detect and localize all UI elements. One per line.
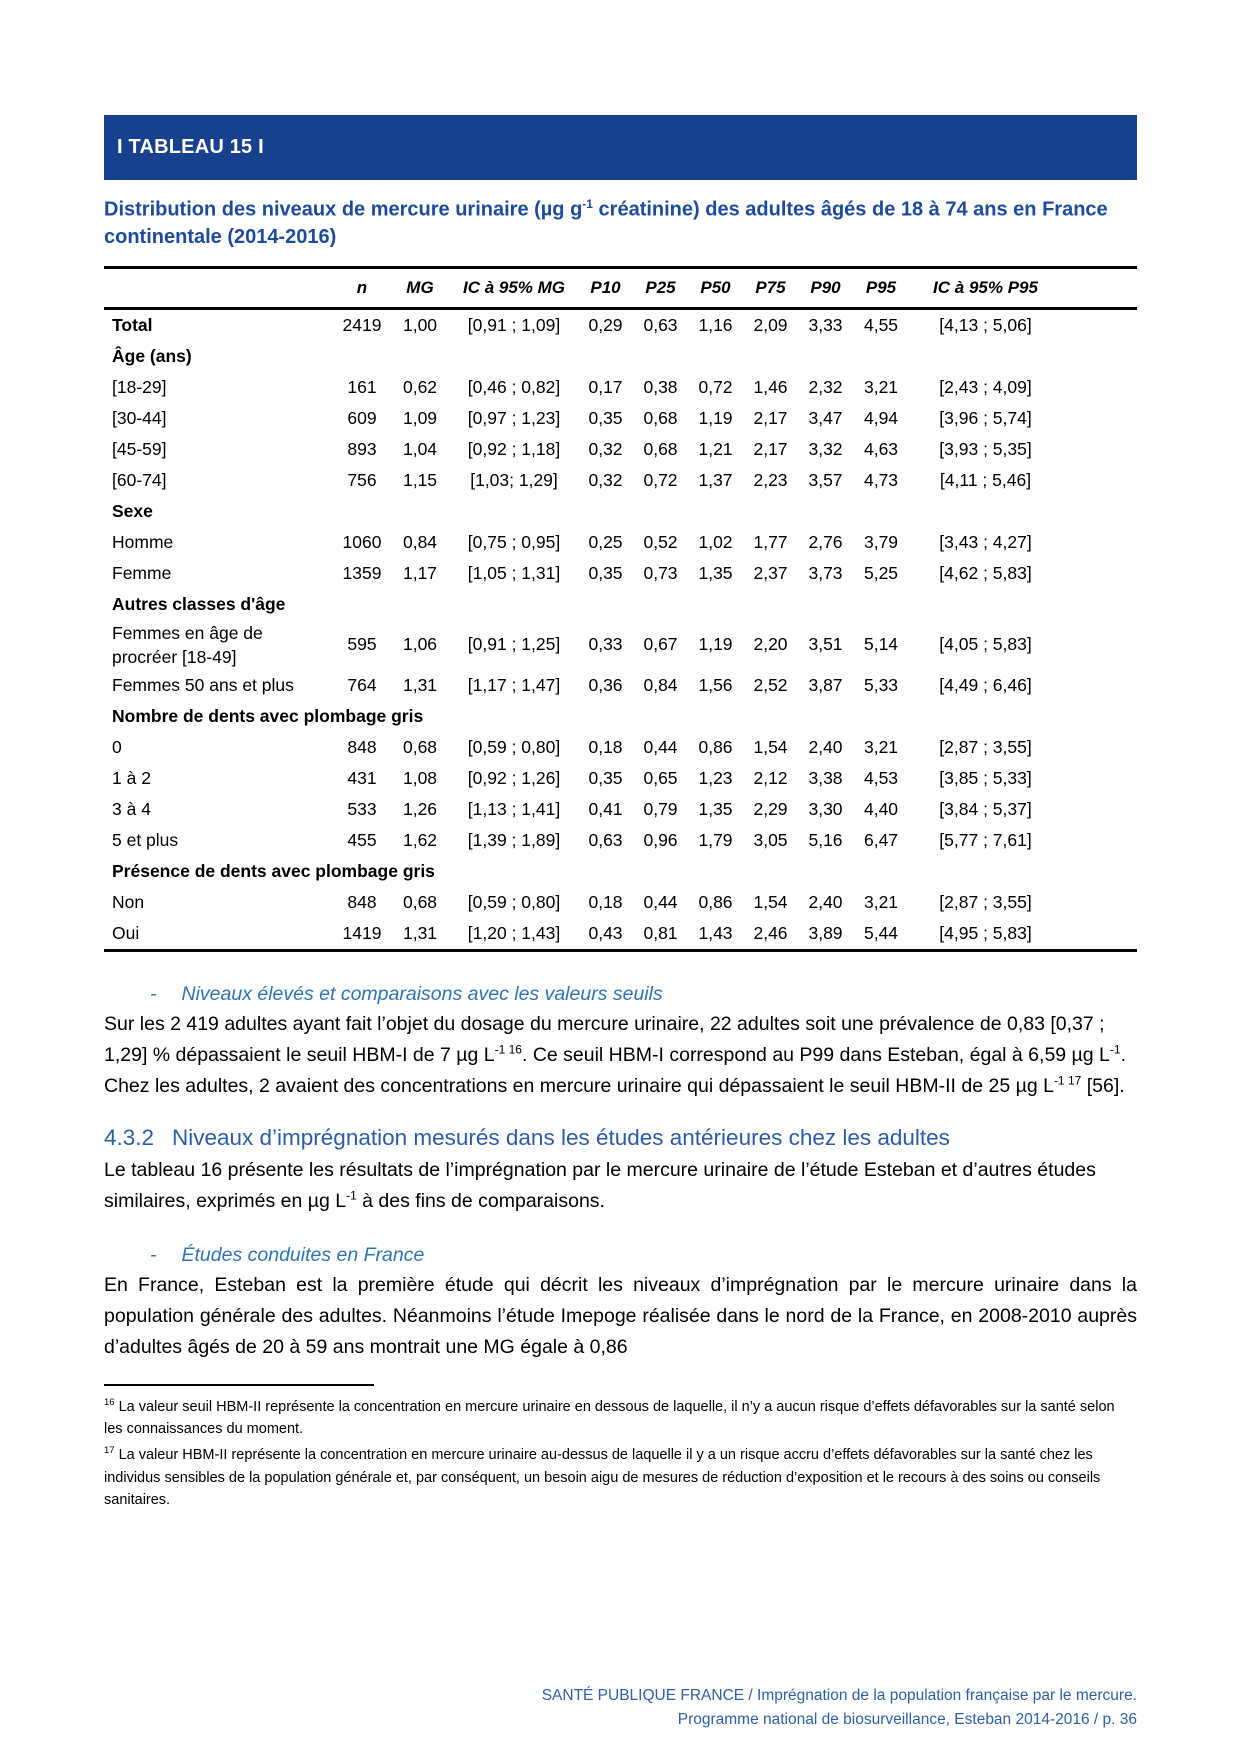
table-cell: 3,79 (863, 531, 899, 552)
table-cell: 4,73 (863, 469, 899, 490)
table-cell: 0,79 (643, 798, 678, 819)
table-cell: 0,68 (643, 438, 678, 459)
table-cell: 455 (347, 829, 377, 850)
table-cell: 0,18 (588, 891, 623, 912)
header-empty (104, 267, 334, 308)
table-cell: 756 (347, 469, 377, 490)
table-cell: [4,95 ; 5,83] (939, 922, 1032, 943)
table-cell: [3,93 ; 5,35] (939, 438, 1032, 459)
table-row-label: [18-29] (112, 376, 167, 397)
table-row-label: [45-59] (112, 438, 167, 459)
table-cell: 0,68 (402, 736, 438, 757)
table-cell: [1,20 ; 1,43] (467, 922, 561, 943)
table-cell: 533 (347, 798, 377, 819)
table-cell: [0,59 ; 0,80] (467, 736, 561, 757)
table-cell: 1359 (342, 562, 382, 583)
stats-table (104, 266, 1137, 952)
table-cell: 1,77 (753, 531, 788, 552)
table-cell: 1,56 (698, 674, 733, 695)
footnote-17-text: La valeur HBM-II représente la concentration en mercure urinaire au-dessus de laquelle il y a un risque accru d’effets défavorables sur la santé chez les individus sensibles de la population générale et, par conséquent, un besoin aigu de mesures de réduction d’exposition et le recours à des soins ou conseils sanitaires. (104, 1447, 1101, 1509)
table-cell: 1,35 (698, 798, 733, 819)
table-cell: 0,68 (402, 891, 438, 912)
table-cell: [4,05 ; 5,83] (939, 634, 1032, 655)
table-cell: 0,44 (643, 891, 678, 912)
table-cell: 2,32 (808, 376, 843, 397)
table-section-row (104, 589, 1137, 620)
table-cell: 1,06 (402, 634, 438, 655)
table-cell: 1,02 (698, 531, 733, 552)
table-cell: 0,84 (402, 531, 438, 552)
table-cell: 2,76 (808, 531, 843, 552)
table-spacer-cell (1062, 670, 1137, 701)
table-spacer-cell (1062, 434, 1137, 465)
subheading-niveaux-eleves (104, 979, 1137, 1009)
header-p90: P90 (810, 277, 841, 297)
table-cell: 1,62 (402, 829, 438, 850)
table-section-label: Autres classes d'âge (112, 593, 286, 614)
table-cell: 0,84 (643, 674, 678, 695)
table-cell: 0,86 (698, 736, 733, 757)
table-cell: 3,73 (808, 562, 843, 583)
table-cell: [1,05 ; 1,31] (467, 562, 561, 583)
table-row-label: 0 (112, 736, 122, 757)
table-cell: 0,63 (588, 829, 623, 850)
table-section-label: Sexe (112, 500, 153, 521)
table-spacer-cell (1062, 403, 1137, 434)
table-cell: 3,89 (808, 922, 843, 943)
table-cell: 1,31 (402, 922, 438, 943)
table-cell: 161 (347, 376, 377, 397)
table-row-label: Oui (112, 922, 140, 943)
table-cell: 3,21 (863, 891, 899, 912)
table-spacer-cell (1062, 825, 1137, 856)
paragraph-text: [56]. (1081, 1074, 1125, 1097)
header-n: n (356, 277, 368, 297)
table-cell: 2,52 (753, 674, 788, 695)
table-cell: 4,55 (863, 314, 899, 335)
table-cell: 0,25 (588, 531, 623, 552)
paragraph-text: à des fins de comparaisons. (356, 1189, 605, 1212)
table-cell: 5,25 (863, 562, 899, 583)
footnote-divider (104, 1384, 374, 1386)
table-row-label: 5 et plus (112, 829, 179, 850)
table-cell: 2,46 (753, 922, 788, 943)
table-cell: 848 (347, 891, 377, 912)
table-spacer-cell (1062, 558, 1137, 589)
table-cell: [3,85 ; 5,33] (939, 767, 1032, 788)
table-spacer-cell (1062, 372, 1137, 403)
table-cell: 0,72 (643, 469, 678, 490)
bullet-dash: - (150, 982, 157, 1005)
page-content (104, 0, 1137, 1512)
header-spacer (1062, 267, 1137, 308)
table-row (104, 558, 1137, 589)
table-cell: [4,62 ; 5,83] (939, 562, 1032, 583)
table-spacer-cell (1062, 794, 1137, 825)
table-cell: 2,40 (808, 736, 843, 757)
table-cell: 5,33 (863, 674, 899, 695)
table-cell: 6,47 (863, 829, 899, 850)
table-cell: 1,04 (402, 438, 438, 459)
table-cell: 848 (347, 736, 377, 757)
table-cell: 2,37 (753, 562, 788, 583)
table-row (104, 763, 1137, 794)
table-cell: [1,13 ; 1,41] (467, 798, 561, 819)
table-cell: 0,65 (643, 767, 678, 788)
footnotes (104, 1392, 1137, 1512)
footnote-17-number: 17 (104, 1445, 115, 1457)
table-cell: [2,43 ; 4,09] (939, 376, 1032, 397)
footnote-16-text: La valeur seuil HBM-II représente la concentration en mercure urinaire en dessous de laquelle, il n’y a aucun risque d’effets défavorables sur la santé selon les connaissances du moment. (104, 1398, 1115, 1437)
table-cell: 1,00 (402, 314, 438, 335)
table-cell: [5,77 ; 7,61] (939, 829, 1032, 850)
section-number: 4.3.2 (104, 1124, 155, 1150)
table-cell: 0,32 (588, 469, 623, 490)
table-cell: 0,73 (643, 562, 678, 583)
table-cell: 2,20 (753, 634, 788, 655)
footnote-17 (104, 1440, 1137, 1511)
table-cell: [2,87 ; 3,55] (939, 891, 1032, 912)
table-row-label: Femme (112, 562, 172, 583)
table-cell: 3,87 (808, 674, 843, 695)
footer-line-2: Programme national de biosurveillance, Esteban 2014-2016 / p. 36 (677, 1711, 1137, 1728)
table-row (104, 794, 1137, 825)
table-cell: 764 (347, 674, 377, 695)
table-title-text: Distribution des niveaux de mercure urinaire (µg g (104, 198, 583, 221)
table-banner (104, 115, 1137, 180)
table-cell: 0,41 (588, 798, 623, 819)
table-row (104, 825, 1137, 856)
table-cell: 2,12 (753, 767, 788, 788)
table-cell: 1,19 (698, 407, 733, 428)
paragraph-text: Sur les 2 419 adultes ayant fait l’objet du dosage du mercure urinaire, 22 adultes soit une prévalence de 0,83 [0,37 ; 1,29] % dépassaient le seuil HBM-I de 7 µg L (104, 1012, 1105, 1066)
table-cell: 1,17 (402, 562, 438, 583)
table-spacer-cell (1062, 732, 1137, 763)
table-cell: 0,68 (643, 407, 678, 428)
table-cell: 0,35 (588, 407, 623, 428)
table-cell: [1,03; 1,29] (470, 469, 558, 490)
table-cell: 0,32 (588, 438, 623, 459)
table-cell: 4,94 (863, 407, 899, 428)
table-section-label: Nombre de dents avec plombage gris (112, 705, 424, 726)
header-p10: P10 (590, 277, 621, 297)
table-cell: [0,46 ; 0,82] (467, 376, 561, 397)
table-cell: 1,35 (698, 562, 733, 583)
table-cell: [4,11 ; 5,46] (939, 469, 1032, 490)
table-cell: 1,16 (698, 314, 733, 335)
table-cell: 0,72 (698, 376, 733, 397)
table-cell: [0,59 ; 0,80] (467, 891, 561, 912)
table-title-superscript: -1 (582, 197, 593, 211)
paragraph-esteban-france: En France, Esteban est la première étude qui décrit les niveaux d’imprégnation par le mercure urinaire dans la population générale des adultes. Néanmoins l’étude Imepoge réalisée dans le nord de la France, en 2008-2010 auprès d’adultes âgés de 20 à 59 ans montrait une MG égale à 0,86 (104, 1273, 1137, 1358)
subheading-text: Études conduites en France (181, 1243, 425, 1266)
table-section-row (104, 341, 1137, 372)
table-cell: 2419 (342, 314, 382, 335)
table-cell: 0,62 (402, 376, 438, 397)
table-cell: 595 (347, 634, 377, 655)
table-cell: [1,39 ; 1,89] (467, 829, 561, 850)
table-row-label: Femmes 50 ans et plus (112, 674, 294, 695)
table-header-row (104, 267, 1137, 308)
table-cell: 0,35 (588, 562, 623, 583)
table-cell: 3,51 (808, 634, 843, 655)
table-cell: 4,63 (863, 438, 899, 459)
table-cell: 4,40 (863, 798, 899, 819)
table-cell: 3,05 (753, 829, 788, 850)
table-cell: 2,17 (753, 407, 788, 428)
table-cell: [4,13 ; 5,06] (939, 314, 1032, 335)
table-cell: 1,15 (402, 469, 438, 490)
paragraph-text: . Ce seuil HBM-I correspond au P99 dans Esteban, égal à 6,59 µg L (521, 1043, 1110, 1066)
table-cell: 0,43 (588, 922, 623, 943)
table-spacer-cell (1062, 465, 1137, 496)
footnote-16 (104, 1392, 1137, 1441)
table-cell: 1,31 (402, 674, 438, 695)
table-cell: 5,16 (808, 829, 843, 850)
table-cell: 5,44 (863, 922, 899, 943)
table-cell: 0,17 (588, 376, 623, 397)
table-cell: 0,18 (588, 736, 623, 757)
table-row (104, 527, 1137, 558)
table-cell: 3,21 (863, 376, 899, 397)
superscript-note-17: -1 17 (1053, 1073, 1082, 1088)
table-row (104, 670, 1137, 701)
table-cell: 2,17 (753, 438, 788, 459)
superscript-exponent: -1 (1109, 1042, 1121, 1057)
table-cell: 0,44 (643, 736, 678, 757)
table-row-label: [30-44] (112, 407, 167, 428)
table-row (104, 887, 1137, 918)
paragraph-text: Chez les adultes, 2 avaient des concentrations en mercure urinaire qui dépassaient le seuil HBM-II de 25 µg L (104, 1074, 1054, 1097)
table-cell: 3,38 (808, 767, 843, 788)
table-spacer-cell (1062, 918, 1137, 951)
table-row (104, 372, 1137, 403)
table-cell: 0,86 (698, 891, 733, 912)
table-row (104, 434, 1137, 465)
table-cell: 0,38 (643, 376, 678, 397)
table-row-label: [60-74] (112, 469, 167, 490)
table-cell: [0,75 ; 0,95] (467, 531, 561, 552)
table-cell: 3,30 (808, 798, 843, 819)
table-cell: 2,29 (753, 798, 788, 819)
table-cell: 0,33 (588, 634, 623, 655)
table-cell: [4,49 ; 6,46] (939, 674, 1032, 695)
table-cell: 893 (347, 438, 377, 459)
table-row (104, 403, 1137, 434)
table-cell: 0,81 (643, 922, 678, 943)
paragraph-seuil-hbm1 (104, 1009, 1137, 1071)
table-cell: 1,37 (698, 469, 733, 490)
table-cell: 3,47 (808, 407, 843, 428)
table-cell: 3,57 (808, 469, 843, 490)
table-cell: 0,63 (643, 314, 678, 335)
paragraph-text: . (1120, 1043, 1126, 1066)
table-cell: 1,54 (753, 736, 788, 757)
section-heading-432 (104, 1121, 1137, 1155)
subheading-etudes-france (104, 1240, 1137, 1270)
superscript-note-16: -1 16 (494, 1042, 522, 1057)
table-cell: [0,97 ; 1,23] (467, 407, 561, 428)
bullet-dash: - (150, 1243, 157, 1266)
table-cell: 0,96 (643, 829, 678, 850)
table-cell: 5,14 (863, 634, 899, 655)
table-cell: 0,35 (588, 767, 623, 788)
table-cell: 1,23 (698, 767, 733, 788)
table-title (104, 191, 1137, 251)
section-heading-text: Niveaux d’imprégnation mesurés dans les études antérieures chez les adultes (172, 1124, 950, 1150)
paragraph-tableau-16 (104, 1155, 1137, 1217)
header-ic-p95: IC à 95% P95 (933, 277, 1038, 297)
header-mg: MG (406, 277, 434, 297)
table-cell: [1,17 ; 1,47] (467, 674, 561, 695)
stats-table-body (104, 308, 1137, 950)
table-cell: 1,79 (698, 829, 733, 850)
table-cell: 1419 (342, 922, 382, 943)
table-banner-label: I TABLEAU 15 I (117, 136, 264, 158)
header-p50: P50 (700, 277, 731, 297)
table-cell: 431 (347, 767, 377, 788)
table-row-label: 1 à 2 (112, 767, 151, 788)
paragraph-seuil-hbm2 (104, 1071, 1137, 1102)
table-cell: 3,32 (808, 438, 843, 459)
table-title-text-2: créatinine) des adultes âgés de 18 à 74 ans en France continentale (2014-2016) (104, 198, 1108, 248)
table-cell: [0,92 ; 1,26] (467, 767, 561, 788)
table-cell: 1,19 (698, 634, 733, 655)
table-cell: 1,21 (698, 438, 733, 459)
table-cell: 1,09 (402, 407, 438, 428)
superscript-exponent: -1 (346, 1188, 357, 1203)
table-cell: 1,08 (402, 767, 438, 788)
table-spacer-cell (1062, 763, 1137, 794)
table-cell: 1,46 (753, 376, 788, 397)
stats-table-wrap (104, 266, 1137, 952)
subheading-text: Niveaux élevés et comparaisons avec les valeurs seuils (181, 982, 663, 1005)
table-cell: [3,43 ; 4,27] (939, 531, 1032, 552)
table-row-label: Femmes en âge de procréer [18-49] (112, 622, 263, 667)
table-cell: 2,09 (753, 314, 788, 335)
table-cell: 2,23 (753, 469, 788, 490)
table-cell: 3,21 (863, 736, 899, 757)
table-row (104, 732, 1137, 763)
table-row (104, 918, 1137, 951)
page-footer (237, 1684, 1137, 1732)
header-p75: P75 (755, 277, 786, 297)
table-cell: [0,92 ; 1,18] (467, 438, 561, 459)
footnote-16-number: 16 (104, 1396, 115, 1408)
table-cell: [2,87 ; 3,55] (939, 736, 1032, 757)
table-row-label: 3 à 4 (112, 798, 151, 819)
header-p25: P25 (645, 277, 676, 297)
table-cell: 609 (347, 407, 377, 428)
table-cell: [0,91 ; 1,09] (467, 314, 561, 335)
table-cell: 0,36 (588, 674, 623, 695)
table-cell: [3,96 ; 5,74] (939, 407, 1032, 428)
table-row-label: Total (112, 314, 153, 335)
table-row-label: Homme (112, 531, 174, 552)
table-cell: 0,29 (588, 314, 623, 335)
table-section-row (104, 496, 1137, 527)
table-row (104, 465, 1137, 496)
table-spacer-cell (1062, 527, 1137, 558)
table-cell: 1,54 (753, 891, 788, 912)
paragraph-text: Le tableau 16 présente les résultats de l’imprégnation par le mercure urinaire de l’étude Esteban et d’autres études similaires, exprimés en µg L (104, 1158, 1096, 1212)
table-row (104, 620, 1137, 670)
table-cell: 0,67 (643, 634, 678, 655)
table-section-row (104, 856, 1137, 887)
table-section-label: Âge (ans) (112, 345, 192, 366)
table-spacer-cell (1062, 308, 1137, 341)
table-cell: [0,91 ; 1,25] (467, 634, 561, 655)
table-section-row (104, 701, 1137, 732)
table-cell: 1,26 (402, 798, 438, 819)
table-row-label: Non (112, 891, 145, 912)
table-section-label: Présence de dents avec plombage gris (112, 860, 435, 881)
table-cell: 4,53 (863, 767, 899, 788)
table-cell: 3,33 (808, 314, 843, 335)
table-cell: 0,52 (643, 531, 678, 552)
table-cell: 2,40 (808, 891, 843, 912)
table-row (104, 308, 1137, 341)
header-p95: P95 (865, 277, 897, 297)
table-cell: 1,43 (698, 922, 733, 943)
table-spacer-cell (1062, 887, 1137, 918)
header-ic-mg: IC à 95% MG (462, 277, 566, 297)
table-cell: [3,84 ; 5,37] (939, 798, 1032, 819)
table-cell: 1060 (342, 531, 382, 552)
table-spacer-cell (1062, 620, 1137, 670)
footer-line-1: SANTÉ PUBLIQUE FRANCE / Imprégnation de la population française par le mercure. (541, 1687, 1137, 1704)
